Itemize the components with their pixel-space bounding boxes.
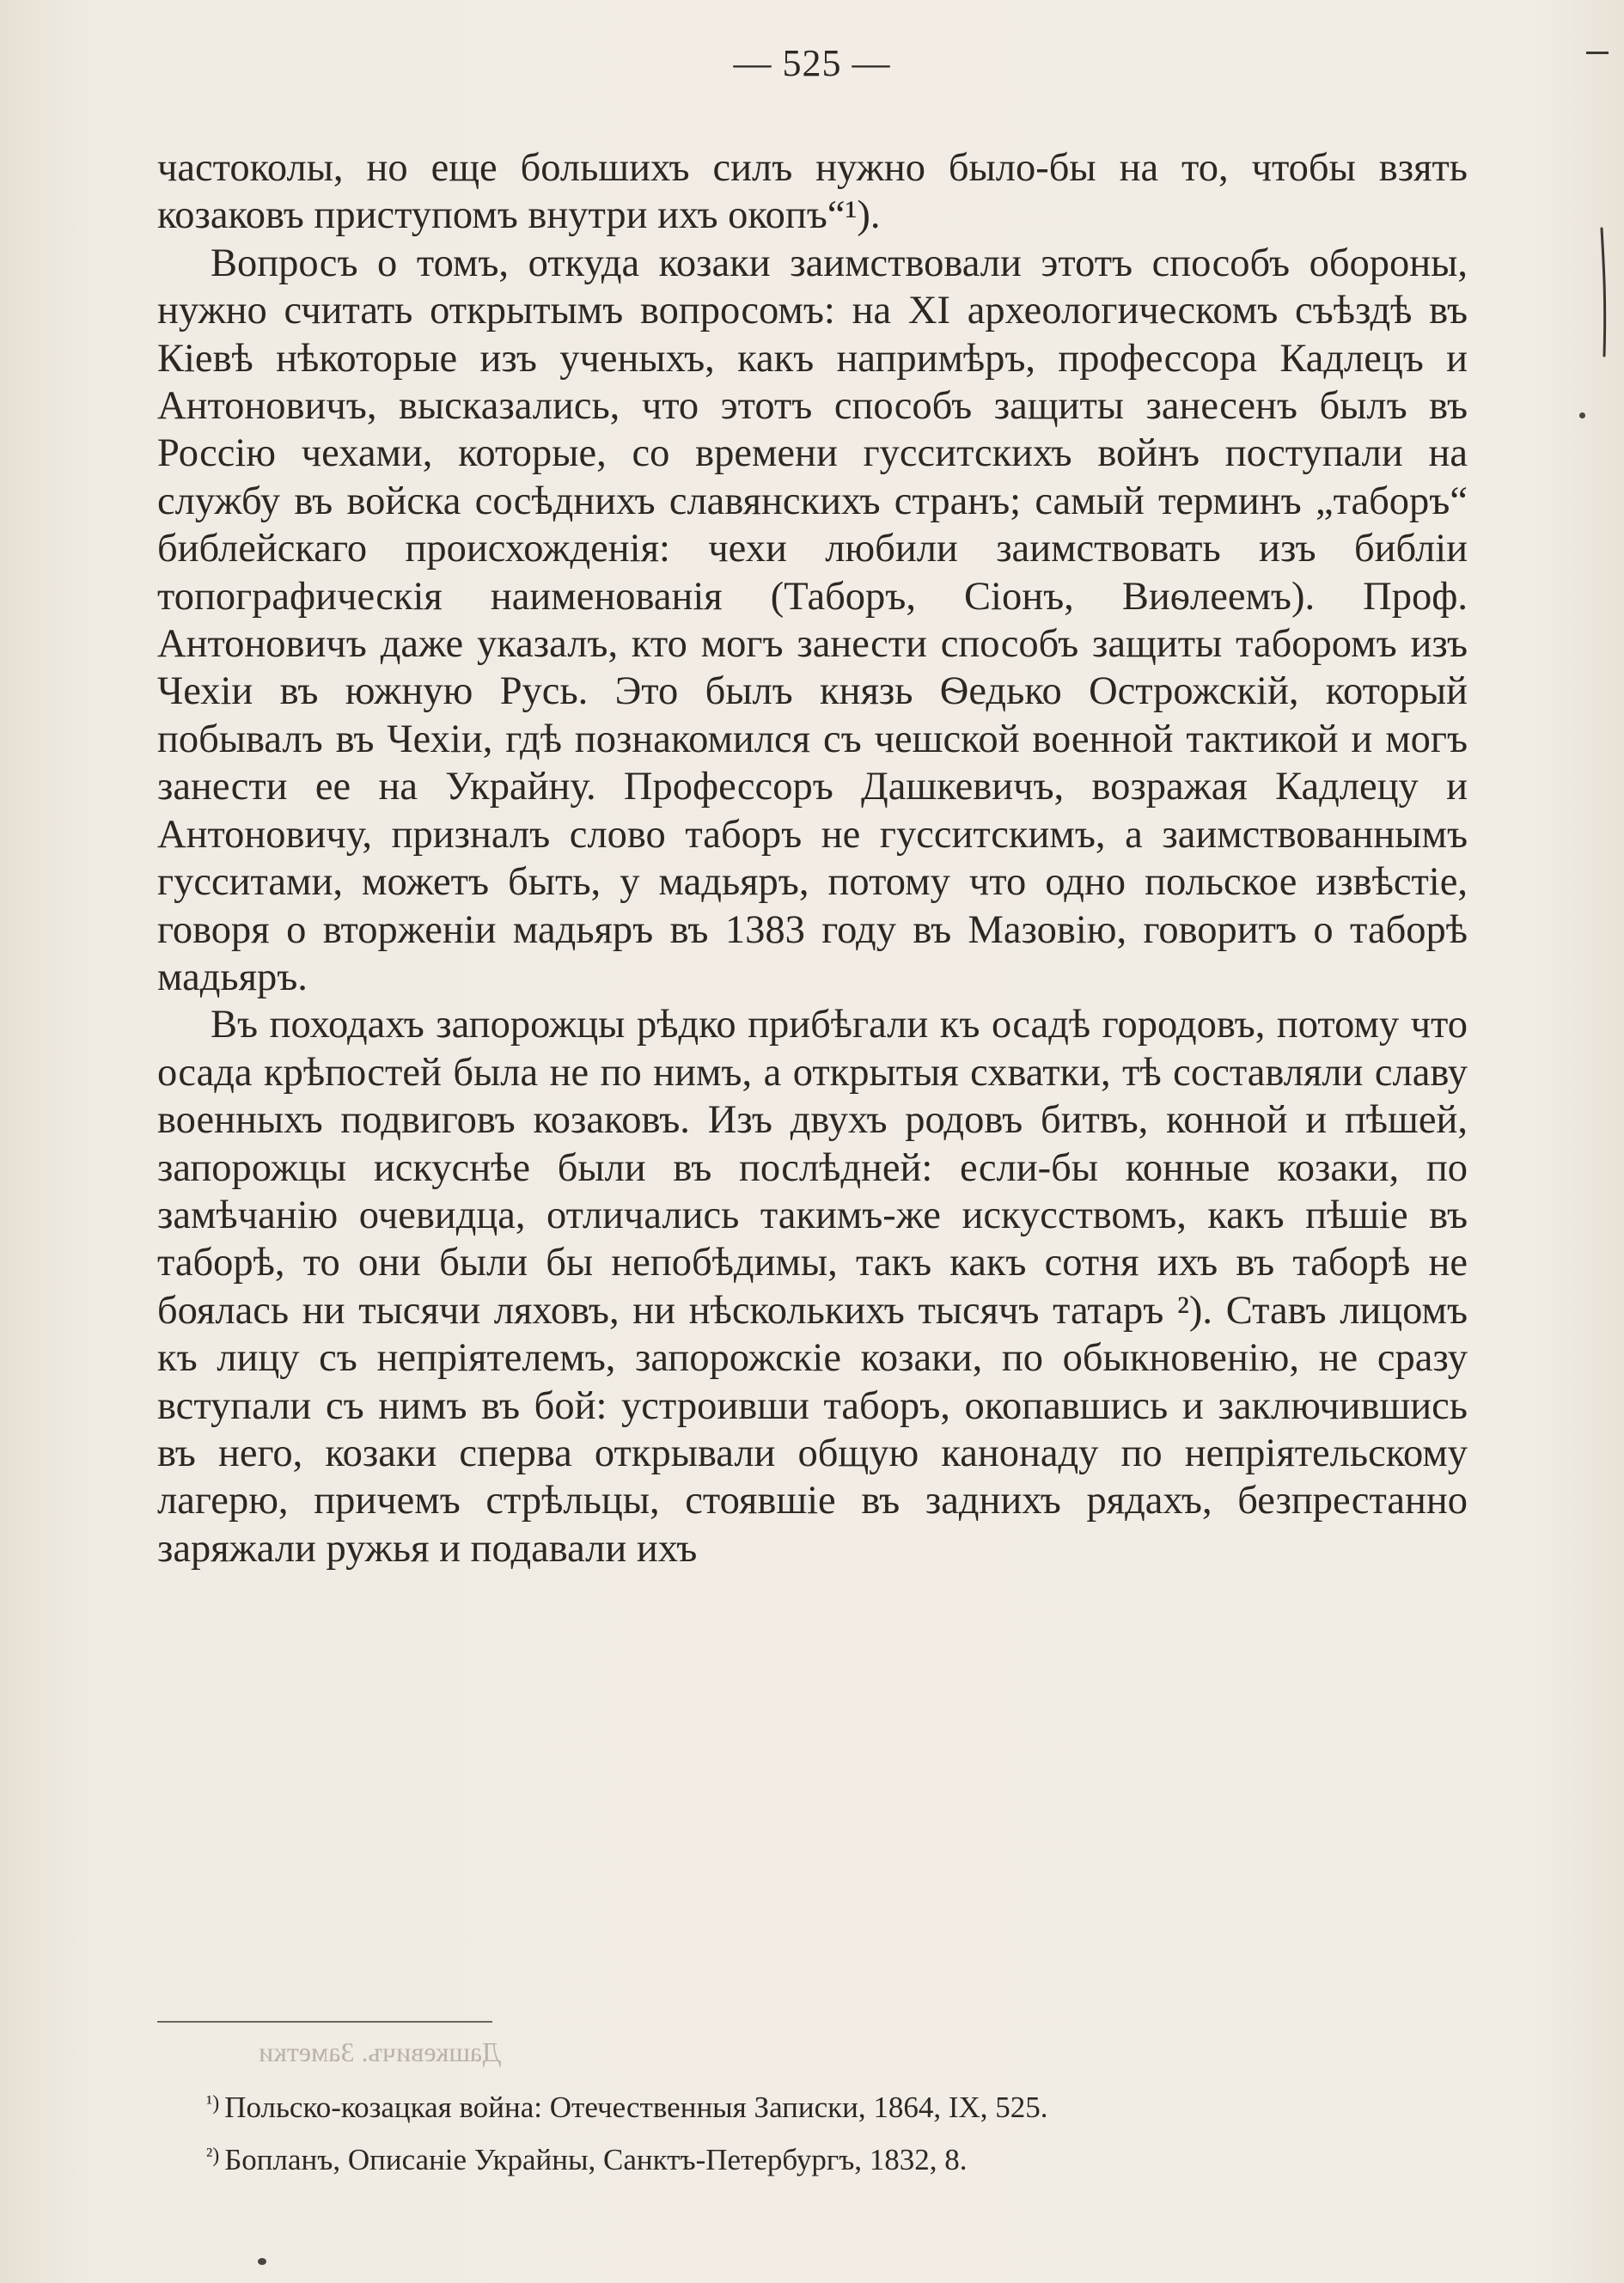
footnote-divider <box>157 2021 492 2023</box>
footnote-mark: ²) <box>206 2145 220 2167</box>
footnote-mark: ¹) <box>206 2092 220 2115</box>
footnote-text: Бопланъ, Описаніе Украйны, Санктъ-Петербургъ, 1832, 8. <box>224 2143 968 2176</box>
paragraph-campaigns: Въ походахъ запорожцы рѣдко прибѣгали къ осадѣ городовъ, потому что осада крѣпостей была не по нимъ, а открытыя схватки, тѣ составляли славу военныхъ подвиговъ козаковъ. Изъ двухъ родовъ битвъ, конной и пѣшей, запорожцы искуснѣе были въ послѣдней: если-бы конные козаки, по замѣчанію очевидца, отличались такимъ-же искусствомъ, какъ пѣшіе въ таборѣ, то они были бы непобѣдимы, такъ какъ сотня ихъ въ таборѣ не боялась ни тысячи ляховъ, ни нѣсколькихъ тысячъ татаръ ²). Ставъ лицомъ къ лицу съ непріятелемъ, запорожскіе козаки, по обыкновенію, не сразу вступали съ нимъ въ бой: устроивши таборъ, окопавшись и заключившись въ него, козаки сперва открывали общую канонаду по непріятельскому лагерю, причемъ стрѣльцы, стоявшіе въ заднихъ рядахъ, безпрестанно заряжали ружья и подавали ихъ <box>157 1003 1468 1571</box>
bleed-through-text: Дашкевичъ. Заметки <box>259 2036 501 2067</box>
page-number: — 525 — <box>733 42 891 84</box>
ink-speck <box>1579 412 1585 418</box>
ink-speck <box>258 2258 266 2265</box>
footnote-2 <box>206 2132 1426 2184</box>
body-text <box>157 144 1468 1572</box>
paragraph-tabor-origin: Вопросъ о томъ, откуда козаки заимствовали этотъ способъ обороны, нужно считать открытымъ вопросомъ: на XI археологическомъ съѣздѣ въ Кіевѣ нѣкоторые изъ ученыхъ, какъ напримѣръ, профессора Кадлецъ и Антоновичъ, высказались, что этотъ способъ защиты занесенъ былъ въ Россію чехами, которые, со времени гусситскихъ войнъ поступали на службу въ войска сосѣднихъ славянскихъ странъ; самый терминъ „таборъ“ библейскаго происхожденія: чехи любили заимствовать изъ библіи топографическія наименованія (Таборъ, Сіонъ, Виѳлеемъ). Проф. Антоновичъ даже указалъ, кто могъ занести способъ защиты таборомъ изъ Чехіи въ южную Русь. Это былъ князь Ѳедько Острожскій, который побывалъ въ Чехіи, гдѣ познакомился съ чешской военной тактикой и могъ занести ее на Украйну. Профессоръ Дашкевичъ, возражая Кадлецу и Антоновичу, призналъ слово таборъ не гусситскимъ, а заимствованнымъ гусситами, можетъ быть, у мадьяръ, потому что одно польское извѣстіе, говоря о вторженіи мадьяръ въ 1383 году въ Мазовію, говоритъ о таборѣ мадьяръ. <box>157 241 1468 999</box>
paragraph-continued: частоколы, но еще большихъ силъ нужно было-бы на то, чтобы взять козаковъ приступомъ внутри ихъ окопъ“¹). <box>157 146 1468 238</box>
footnotes <box>206 2079 1426 2184</box>
corner-mark <box>1586 52 1609 54</box>
footnote-text: Польско-козацкая война: Отечественныя Записки, 1864, IX, 525. <box>224 2091 1048 2124</box>
margin-pencil-mark <box>1595 227 1612 364</box>
footnote-1 <box>206 2079 1426 2132</box>
